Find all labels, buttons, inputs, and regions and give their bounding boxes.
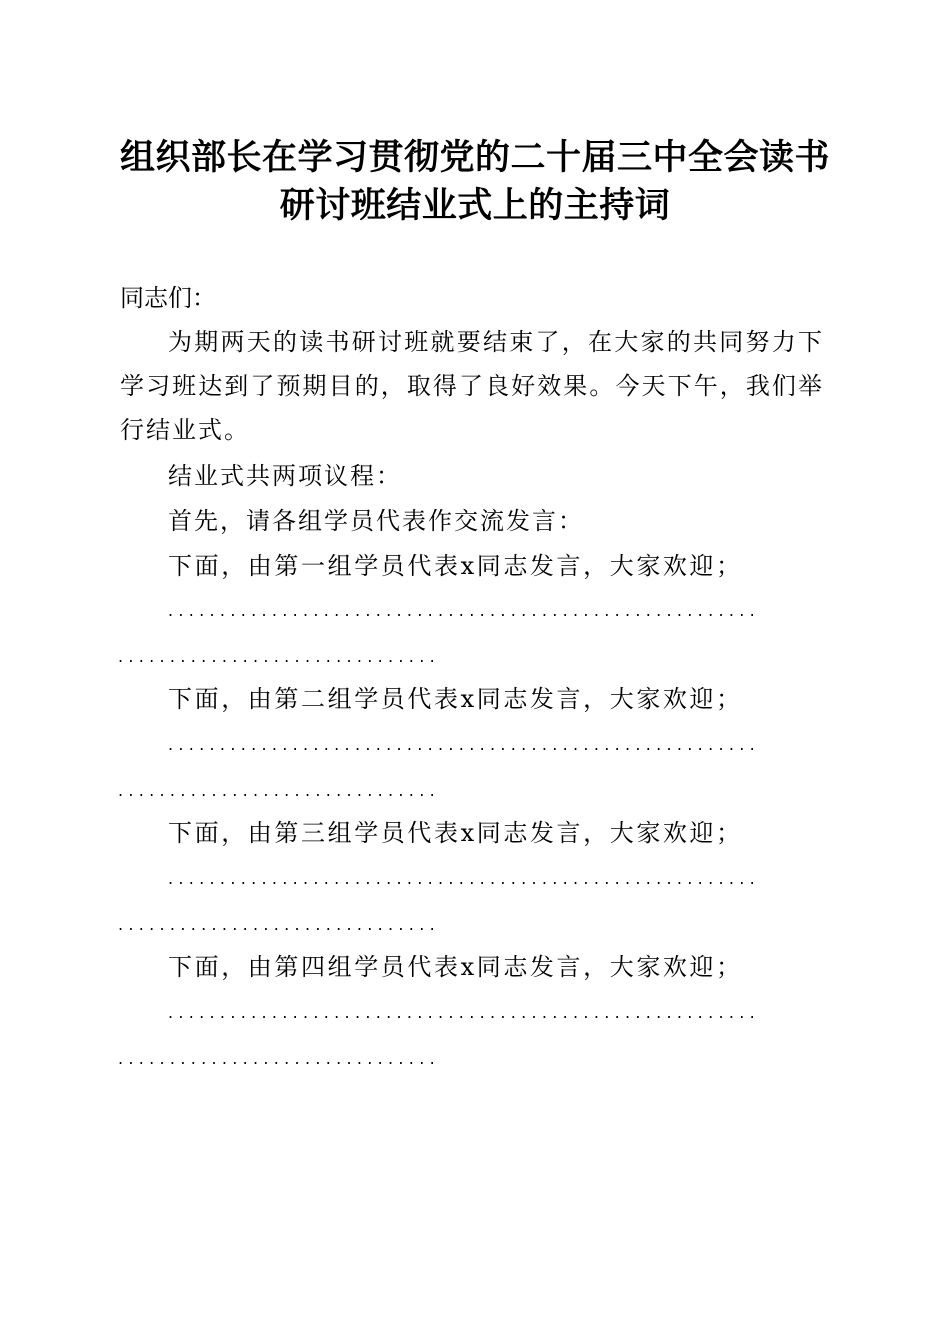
speaker-4-line: 下面，由第四组学员代表x同志发言，大家欢迎； [168,953,743,981]
paragraph-1-line-3: 行结业式。 [120,416,250,444]
placeholder-dots-1b: ............................... [118,647,440,666]
paragraph-1-line-2: 学习班达到了预期目的，取得了良好效果。今天下午，我们举 [120,372,822,400]
placeholder-dots-3b: ............................... [118,915,440,934]
placeholder-dots-2a: ......................................................... [168,735,760,754]
placeholder-dots-2b: ............................... [118,781,440,800]
document-title-line-1: 组织部长在学习贯彻党的二十届三中全会读书 [119,137,830,178]
placeholder-dots-3a: ......................................................... [168,869,760,888]
speaker-3-line: 下面，由第三组学员代表x同志发言，大家欢迎； [168,819,743,847]
placeholder-dots-1a: ......................................................... [168,601,760,620]
placeholder-dots-4b: ............................... [118,1049,440,1068]
paragraph-1-line-1: 为期两天的读书研讨班就要结束了，在大家的共同努力下 [168,328,822,356]
placeholder-dots-4a: ......................................................... [168,1003,760,1022]
agenda-text: 结业式共两项议程： [168,462,402,490]
speaker-2-line: 下面，由第二组学员代表x同志发言，大家欢迎； [168,685,743,713]
first-item-text: 首先，请各组学员代表作交流发言： [168,507,584,535]
salutation: 同志们： [120,284,216,312]
speaker-1-line: 下面，由第一组学员代表x同志发言，大家欢迎； [168,552,743,580]
document-title-line-2: 研讨班结业式上的主持词 [279,185,671,226]
